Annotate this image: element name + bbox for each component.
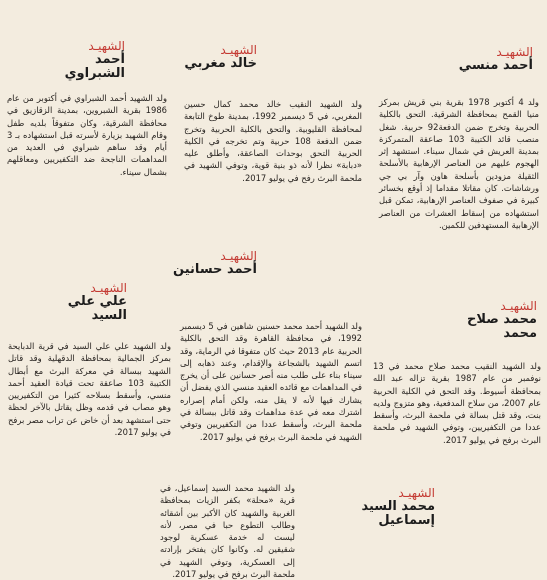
martyr-label: الشهيـد [496, 45, 533, 59]
martyr-bio: ولد الشهيد علي علي السيد في قرية الدبايحة بمركز الجمالية بمحافظة الدقهلية وقد قاتل الشهيد ببسالة في معركة البرث مع أبطال الكتيبة 103 صاعقة تحت قيادة العقيد أحمد منسي، وأسقط بسلاحه كثيرا من التكفيريين وهو مصاب في قدمه وظل يقاتل بالآخر لحظة حتى استشهد بعد أن خاض عن تراب مصر برفح في يوليو 2017. [8, 341, 171, 438]
martyr-name: خالد مغربي [184, 56, 257, 72]
martyr-title [443, 46, 533, 73]
martyr-title [167, 250, 257, 277]
martyr-title [167, 44, 257, 71]
martyr-name: أحمد حسانين [173, 262, 257, 278]
martyr-label: الشهيـد [88, 39, 125, 53]
martyr-title [345, 487, 435, 529]
martyr-label: الشهيـد [220, 43, 257, 57]
martyr-name: أحمد منسي [458, 58, 533, 74]
martyr-name: علي علي السيد [67, 294, 127, 324]
martyr-bio: ولد الشهيد النقيب خالد محمد كمال حسين المغربي، في 5 ديسمبر 1992، بمدينة طوخ التابعة لمحافظة القليوبية. والتحق بالكلية الحربية وتخرج ضمن الدفعة 108 حربية وتم تخرجه في الكلية الحربية التحق بوحدات الصاعقة، وأطلق عليه «دبابة» نظرا لأنه ذو بنية قوية، وتوفي الشهيد في ملحمة البرث رفح في يوليو 2017. [184, 99, 362, 183]
martyr-bio: ولد الشهيد محمد السيد إسماعيل، في قرية «محلة» بكفر الزيات بمحافظة الغربية والشهيد كان الأكبر بين أشقائه وطالب التطوع حبا في مصر، لأنه ليست له خدمة عسكرية لوجود شقيقين له. وكانوا كان يفتخر بإرادته إلى العسكرية، وتوفي الشهيد في ملحمة البرث برفح في يوليو 2017. [160, 483, 295, 580]
martyr-title [442, 300, 537, 342]
martyr-label: الشهيـد [398, 486, 435, 500]
martyr-title [47, 40, 125, 82]
martyr-bio: ولد 4 أكتوبر 1978 بقرية بني قريش بمركز منيا القمح بمحافظة الشرقية. التحق بالكلية الحربية وتخرج ضمن الدفعة92 حربية. شغل منصب قائد الكتيبة 103 صاعقة المتمركزة بمدينة العريش في شمال سيناء. استشهد إثر الهجوم عليهم من العناصر الإرهابية بالأسلحة الثقيلة مزودين بأسلحة هاون وآر بي جي ورشاشات. كان مقاتلا مقداما إذ أوقع بخسائر كبيرة في صفوف العناصر الإرهابية، تمكن قبل استشهاده من إسقاط العشرات من العناصر الإرهابية المستهدفين للكمين. [379, 97, 539, 230]
martyr-name: محمد السيد إسماعيل [361, 499, 435, 529]
martyr-bio: ولد الشهيد أحمد محمد حسنين شاهين في 5 ديسمبر 1992، في محافظة القاهرة وقد التحق بالكلية الحربية عام 2013 حيث كان متفوقا في الرماية، وقد اتسم الشهيد بالشجاعة والإقدام، وعند ذهابه إلى سيناء بناء على طلب منه أصر حسانين على أن يخرج في المداهمات مع قائده العقيد منسي الذي يفضل أن يشارك فيها لأنه لا يقل منه، ولكن أمام إصراره اشترك معه في عدة مداهمات وقد قاتل ببسالة في ملحمة البرث، وأسقط عددا من التكفيريين وتوفي الشهيد في ملحمة البرث برفح في يوليو 2017. [180, 321, 362, 442]
martyr-name: أحمد الشبراوي [64, 52, 125, 82]
martyr-title [52, 282, 127, 324]
martyr-label: الشهيـد [220, 249, 257, 263]
martyr-bio: ولد الشهيد أحمد الشبراوي في أكتوبر من عام 1986 بقرية الشبروين، بمدينة الزقازيق في محافظة الشرقية، وكان متفوقاً بلديه طفل وقام الشهيد بزيارة لأسرته قبل استشهاده بـ 3 أيام وقد ساهم شبراوي في العديد من المداهمات الناجحة ضد التكفيريين ومعاقلهم بشمال سيناء. [7, 93, 167, 177]
martyr-bio: ولد الشهيد النقيب محمد صلاح محمد في 13 نوفمبر من عام 1987 بقرية تزاله عبد الله بمحافظة أسيوط. وقد التحق في الكلية الحربية عام 2007، من سلاح المدفعية، وهو متزوج ولديه بنت، وقد قتل بسالة في ملحمة البرث، وأسقط عددا من التكفيريين، وتوفي الشهيد في ملحمة البرث برفح في يوليو 2017. [373, 361, 542, 445]
martyr-label: الشهيـد [500, 299, 537, 313]
martyr-name: محمد صلاح محمد [467, 312, 537, 342]
martyr-label: الشهيـد [90, 281, 127, 295]
